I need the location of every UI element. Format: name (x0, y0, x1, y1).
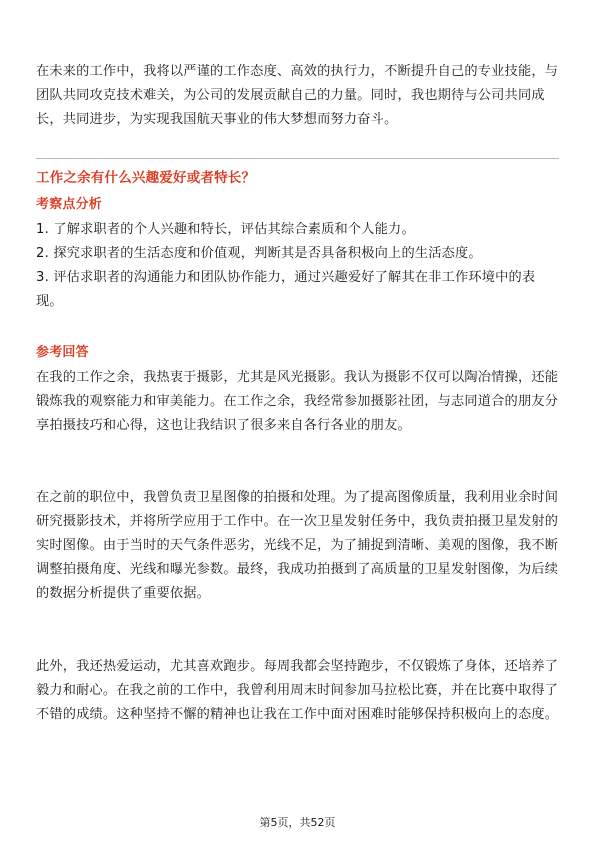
page-number: 第5页，共52页 (259, 816, 336, 829)
answer-paragraph: 在之前的职位中，我曾负责卫星图像的拍摄和处理。为了提高图像质量，我利用业余时间研究摄影技术，并将所学应用于工作中。在一次卫星发射任务中，我负责拍摄卫星发射的实时图像。由于当时的天气条件恶劣，光线不足，为了捕捉到清晰、美观的图像，我不断调整拍摄角度、光线和曝光参数。最终，我成功拍摄到了高质量的卫星发射图像，为后续的数据分析提供了重要依据。 (36, 490, 559, 601)
analysis-heading: 考察点分析 (36, 197, 103, 212)
section-divider (36, 158, 559, 159)
answer-paragraph-1-wrap (36, 366, 559, 438)
answer-paragraph: 此外，我还热爱运动，尤其喜欢跑步。每周我都会坚持跑步，不仅锻炼了身体，还培养了毅力和耐心。在我之前的工作中，我曾利用周末时间参加马拉松比赛，并在比赛中取得了不错的成绩。这种坚持不懈的精神也让我在工作中面对困难时能够保持积极向上的态度。 (36, 659, 559, 722)
answer-paragraph-3-wrap (36, 655, 559, 727)
intro-section (36, 60, 559, 132)
analysis-item: 2. 探究求职者的生活态度和价值观，判断其是否具备积极向上的生活态度。 (36, 246, 482, 261)
intro-paragraph: 在未来的工作中，我将以严谨的工作态度、高效的执行力，不断提升自己的专业技能，与团队共同攻克技术难关，为公司的发展贡献自己的力量。同时，我也期待与公司共同成长，共同进步，为实现我国航天事业的伟大梦想而努力奋斗。 (36, 64, 559, 127)
question-title: 工作之余有什么兴趣爱好或者特长？ (36, 170, 256, 186)
answer-heading: 参考回答 (36, 345, 89, 360)
answer-paragraph-2-wrap (36, 486, 559, 606)
analysis-item: 3. 评估求职者的沟通能力和团队协作能力，通过兴趣爱好了解其在非工作环境中的表现。 (36, 270, 536, 309)
analysis-item: 1. 了解求职者的个人兴趣和特长，评估其综合素质和个人能力。 (36, 222, 415, 237)
answer-paragraph: 在我的工作之余，我热衷于摄影，尤其是风光摄影。我认为摄影不仅可以陶冶情操，还能锻炼我的观察能力和审美能力。在工作之余，我经常参加摄影社团，与志同道合的朋友分享拍摄技巧和心得，这也让我结识了很多来自各行各业的朋友。 (36, 370, 559, 433)
analysis-list (36, 218, 559, 314)
